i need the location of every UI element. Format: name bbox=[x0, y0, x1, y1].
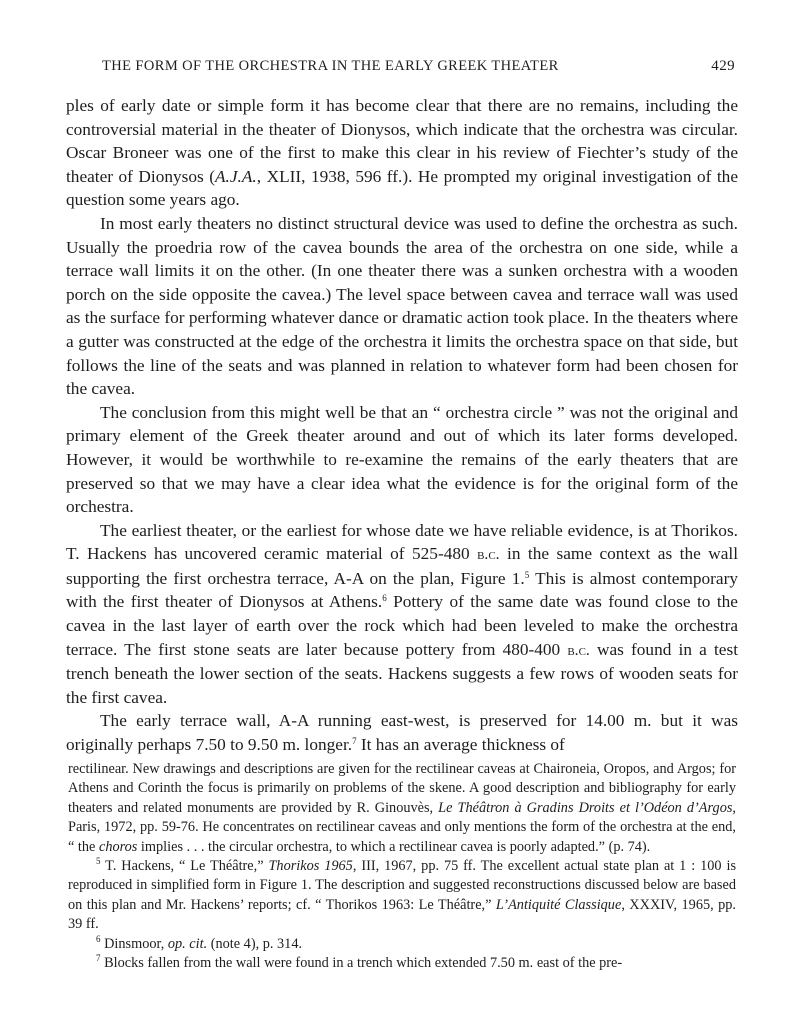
paragraph-3: The conclusion from this might well be that an “ orchestra circle ” was not the original and primary element of the Greek theater around and out of which its later forms developed. However, it would be worthwhile to re-examine the remains of the early theaters that are preserved so that we may have a clear idea what the evidence is for the original form of the orchestra. bbox=[66, 402, 738, 517]
paragraph-4-text-e: was found in a test trench beneath the lower section of the seats. Hackens suggests a few rows of wooden seats for the first cavea. bbox=[66, 639, 738, 707]
paragraph-1-text-b: , XLII, 1938, 596 ff.). He prompted my original investigation of the question some years ago. bbox=[66, 166, 738, 210]
footnote-number-6: 6 bbox=[96, 933, 101, 944]
paragraph-5-text-b: It has an average thickness of bbox=[356, 735, 565, 755]
footnote-ref-7: 7 bbox=[352, 736, 357, 747]
book-title: Thorikos 1965 bbox=[268, 858, 353, 875]
footnote-continued bbox=[68, 760, 736, 857]
greek-term: choros bbox=[98, 838, 138, 855]
era-abbreviation: b.c. bbox=[477, 546, 500, 564]
footnote-5-text-c: , XXXIV, 1965, pp. 39 ff. bbox=[68, 896, 736, 933]
footnote-5-text-a: T. Hackens, “ Le Théâtre,” bbox=[100, 858, 269, 875]
paragraph-4-text-b: in the same context as the wall supporting the first orchestra terrace, A-A on the plan, Figure 1. bbox=[66, 544, 738, 588]
main-text bbox=[66, 94, 738, 757]
footnote-6 bbox=[68, 935, 736, 954]
paragraph-5 bbox=[66, 709, 738, 756]
footnote-ref-5: 5 bbox=[524, 569, 530, 580]
running-title: THE FORM OF THE ORCHESTRA IN THE EARLY GREEK THEATER bbox=[102, 58, 559, 74]
footnote-6-text-b: (note 4), p. 314. bbox=[207, 935, 303, 952]
running-header bbox=[94, 58, 739, 80]
paragraph-2: In most early theaters no distinct structural device was used to define the orchestra as such. Usually the proedria row of the cavea bounds the area of the orchestra on one side, while a terrace wall limits it on the other. (In one theater there was a sunken orchestra with a wooden porch on the side opposite the cavea.) The level space between cavea and terrace wall was used as the surface for performing whatever dance or dramatic action took place. In the theaters where a gutter was constructed at the edge of the orchestra it limits the orchestra space on that side, but follows the line of the seats and was planned in relation to whatever form had been chosen for the cavea. bbox=[66, 213, 738, 399]
paragraph-1 bbox=[66, 94, 738, 212]
footnote-number-7: 7 bbox=[96, 953, 101, 964]
footnote-6-text-a: Dinsmoor, bbox=[100, 935, 168, 952]
footnote-ref-6: 6 bbox=[382, 593, 387, 604]
footnote-continued-text-b: , Paris, 1972, pp. 59-76. He concentrates on rectilinear caveas and only mentions the form of the orchestra at the end, “ the bbox=[68, 799, 736, 855]
era-abbreviation: b.c. bbox=[567, 641, 590, 659]
footnote-number-5: 5 bbox=[96, 856, 101, 867]
footnote-7 bbox=[68, 954, 736, 973]
paragraph-1-text-a: ples of early date or simple form it has become clear that there are no remains, including the controversial material in the theater of Dionysos, which indicate that the orchestra was circular. Oscar Broneer was one of the first to make this clear in his review of Fiechter’s study of the theater of Dionysos ( bbox=[66, 96, 738, 186]
paragraph-4-text-d: Pottery of the same date was found close to the cavea in the last layer of earth over the rock which had been leveled to make the orchestra terrace. The first stone seats are later because pottery from 480-400 bbox=[66, 592, 738, 659]
footnote-continued-text-a: rectilinear. New drawings and descriptions are given for the rectilinear caveas at Chaironeia, Oropos, and Argos; for Athens and Corinth the focus is primarily on problems of the skene. A good description and bibliography for early theaters and related monuments are provided by R. Ginouvès, bbox=[68, 761, 736, 816]
paragraph-4-text-c: This is almost contemporary with the first theater of Dionysos at Athens. bbox=[66, 568, 738, 612]
footnote-7-text-a: Blocks fallen from the wall were found in a trench which extended 7.50 m. east of the pre- bbox=[100, 955, 623, 972]
paragraph-4 bbox=[66, 519, 738, 710]
footnote-5 bbox=[68, 857, 736, 935]
journal-title: L’Antiquité Classique bbox=[495, 896, 622, 913]
page-number: 429 bbox=[711, 58, 735, 74]
paragraph-5-text-a: The early terrace wall, A-A running east-west, is preserved for 14.00 m. but it was originally perhaps 7.50 to 9.50 m. longer. bbox=[66, 711, 738, 755]
paragraph-4-text-a: The earliest theater, or the earliest for whose date we have reliable evidence, is at Thorikos. T. Hackens has uncovered ceramic material of 525-480 bbox=[66, 520, 738, 564]
journal-abbreviation: A.J.A. bbox=[215, 166, 257, 186]
book-title: Le Théâtron à Gradins Droits et l’Odéon d’Argos bbox=[438, 799, 733, 816]
footnotes bbox=[68, 760, 736, 973]
footnote-5-text-b: , III, 1967, pp. 75 ff. The excellent actual state plan at 1 : 100 is reproduced in simplified form in Figure 1. The description and suggested reconstructions discussed below are based on this plan and Mr. Hackens’ reports; cf. “ Thorikos 1963: Le Théâtre,” bbox=[68, 858, 737, 913]
footnote-continued-text-c: implies . . . the circular orchestra, to which a rectilinear cavea is poorly adapted.” (p. 74). bbox=[137, 838, 651, 855]
op-cit: op. cit. bbox=[167, 935, 208, 952]
